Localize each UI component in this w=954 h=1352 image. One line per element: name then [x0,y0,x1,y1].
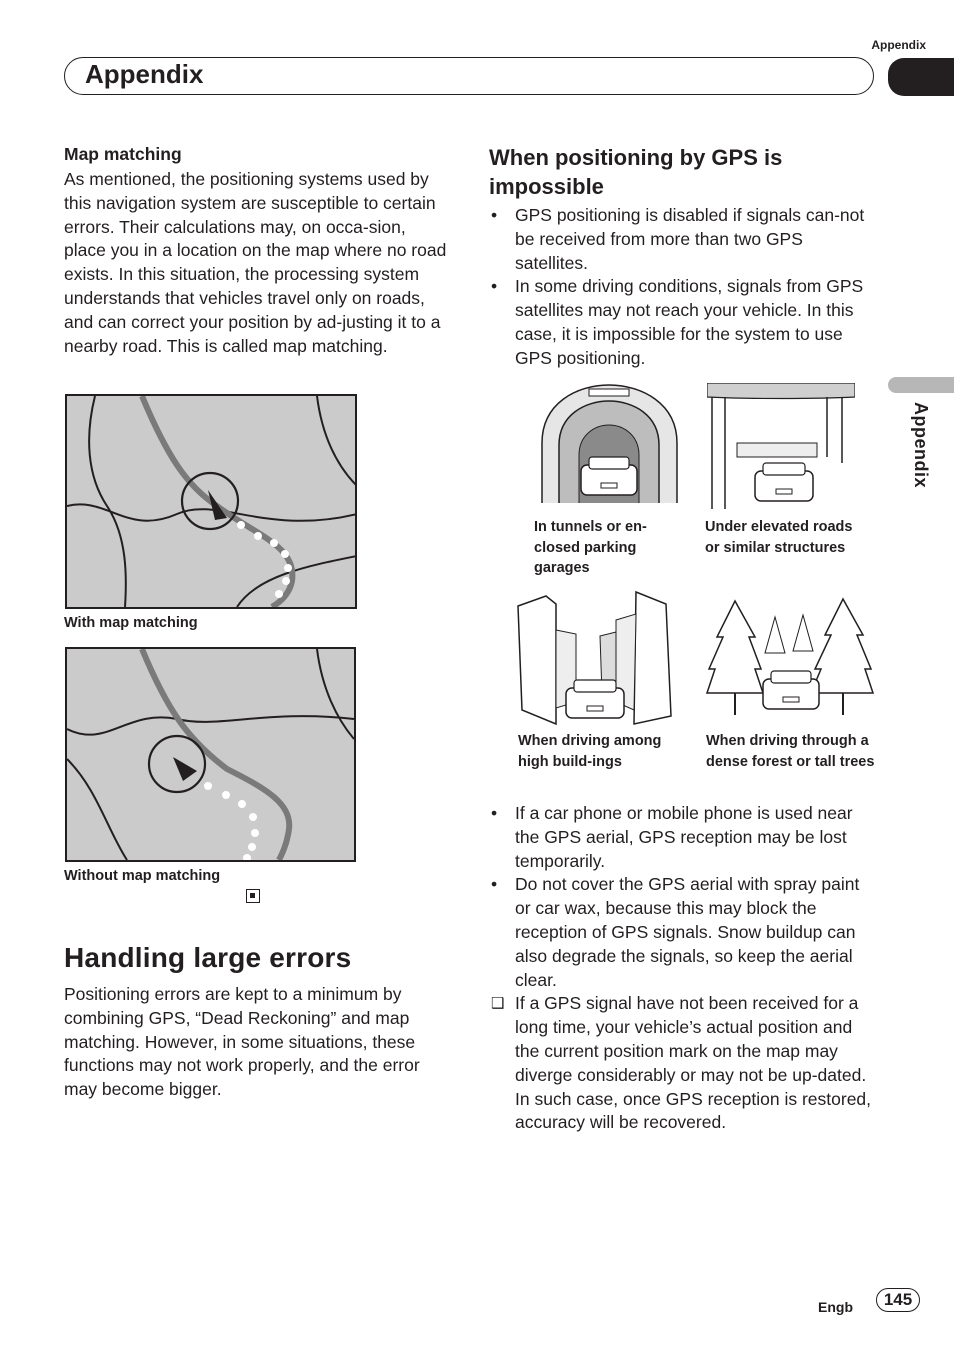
high-buildings-illustration [516,590,676,726]
section-tab-marker [888,58,954,96]
page-number: 145 [876,1288,920,1312]
tunnel-illustration [537,383,682,505]
caption-tunnels: In tunnels or en-closed parking garages [534,519,647,576]
bullet-item: • GPS positioning is disabled if signals can-not be received from more than two GPS satellites. [491,205,865,273]
footer-language: Engb [818,1299,853,1315]
caption-without-map-matching: Without map matching [64,868,221,884]
map-illustration-with-matching [65,394,357,609]
end-of-section-mark [246,889,260,903]
large-errors-title: Handling large errors [64,942,352,973]
bullet-item: • If a car phone or mobile phone is used near the GPS aerial, GPS reception may be lost temporarily. [491,803,853,871]
side-tab-marker [888,377,954,393]
gps-bullets-bottom [489,802,877,1135]
elevated-road-illustration [707,383,855,511]
forest-illustration [705,597,875,717]
large-errors-body: Positioning errors are kept to a minimum by combining GPS, “Dead Reckoning” and map matching. However, in some situations, these functions may not work properly, and the error may become bigger. [64,984,420,1100]
section-title-bar [64,57,874,95]
map-matching-body: As mentioned, the positioning systems used by this navigation system are susceptible to certain errors. Their calculations may, on occa-sion, place you in a location on the map where no road exists. In this situation, the processing system understands that vehicles travel only on roads, and can correct your position by ad-justing it to a nearby road. This is called map matching. [64,169,447,356]
section-title: Appendix [85,59,204,89]
note-item: ❑ If a GPS signal have not been received for a long time, your vehicle’s actual position and the current position mark on the map may diverge considerably or may not be up-dated. In such case, once GPS reception is restored, accuracy will be recovered. [491,993,872,1133]
gps-impossible-title: When positioning by GPS is impossible [489,145,783,199]
gps-bullets-top [489,204,875,371]
map-matching-title: Map matching [64,144,182,164]
caption-elevated-roads: Under elevated roads or similar structures [705,519,853,556]
bullet-item: • In some driving conditions, signals from GPS satellites may not reach your vehicle. In this case, it is impossible for the system to use GPS positioning. [491,276,864,368]
bullet-item: • Do not cover the GPS aerial with spray paint or car wax, because this may block the reception of GPS signals. Snow buildup can also degrade the signals, so keep the aerial clear. [491,874,860,990]
map-illustration-without-matching [65,647,356,862]
note-icon: ❑ [491,995,505,1013]
running-head: Appendix [871,38,926,52]
caption-with-map-matching: With map matching [64,615,198,631]
caption-forest: When driving through a dense forest or tall trees [706,733,875,770]
caption-high-buildings: When driving among high build-ings [518,733,662,770]
side-tab-label: Appendix [911,402,931,489]
